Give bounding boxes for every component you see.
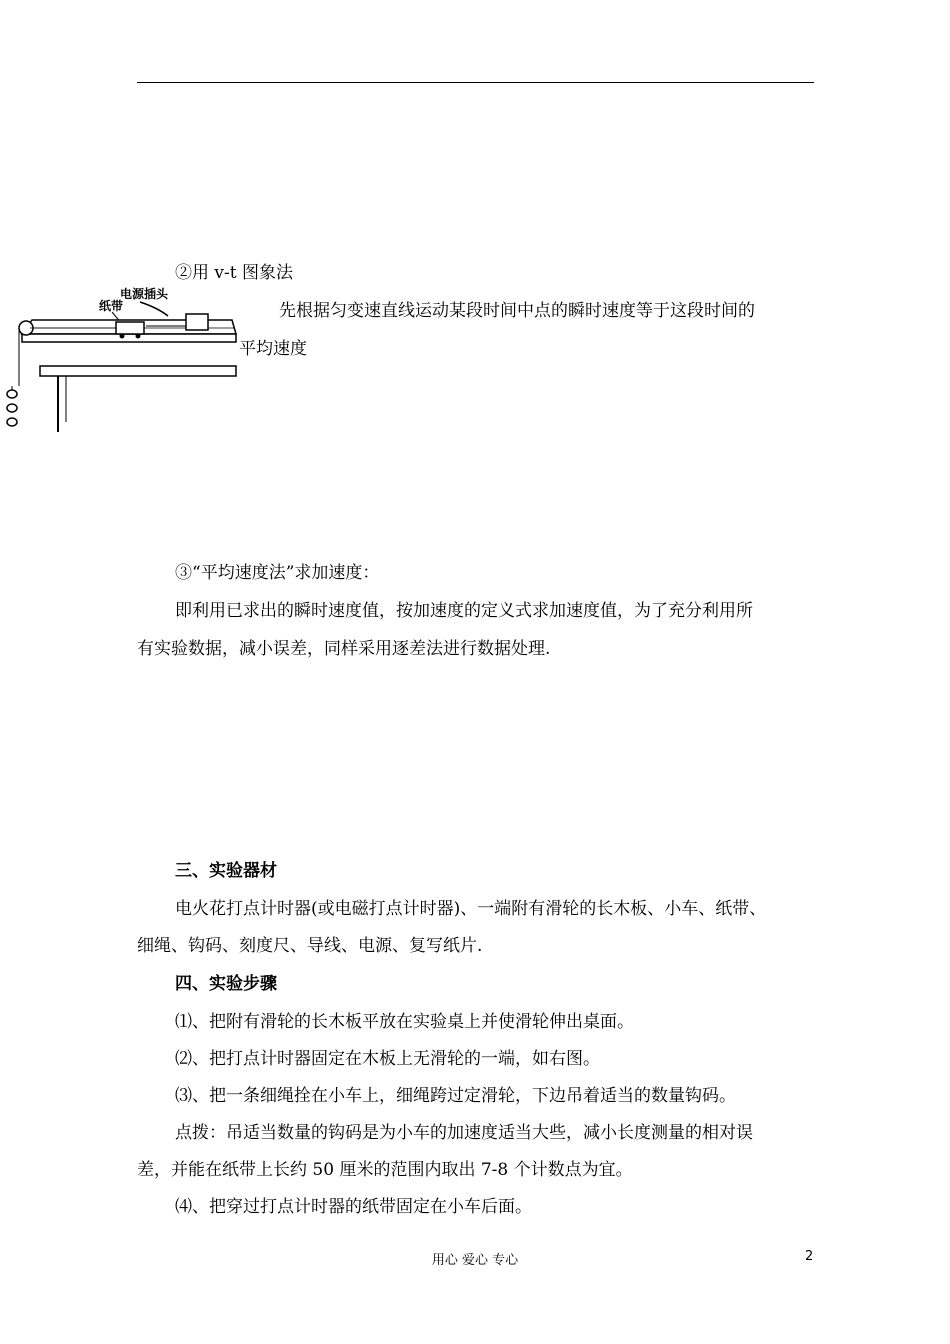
step-2: ⑵、把打点计时器固定在木板上无滑轮的一端，如右图。 <box>175 1049 600 1069</box>
page-number: 2 <box>805 1249 814 1264</box>
section3-line2: 细绳、钩码、刻度尺、导线、电源、复写纸片. <box>137 936 483 956</box>
experiment-apparatus-figure <box>0 282 240 442</box>
power-plug-label: 电源插头 <box>120 287 169 301</box>
paper-tape-label: 纸带 <box>99 299 124 313</box>
method2-line1: 先根据匀变速直线运动某段时间中点的瞬时速度等于这段时间的 <box>279 301 755 321</box>
header-rule <box>137 82 814 83</box>
footer-motto: 用心 爱心 专心 <box>431 1253 519 1268</box>
method3-title: ③“平均速度法”求加速度： <box>175 563 380 583</box>
section4-heading: 四、实验步骤 <box>175 974 277 994</box>
section3-heading: 三、实验器材 <box>175 861 277 881</box>
method3-line2: 有实验数据，减小误差，同样采用逐差法进行数据处理. <box>137 639 551 659</box>
step-4: ⑷、把穿过打点计时器的纸带固定在小车后面。 <box>175 1197 532 1217</box>
method3-line1: 即利用已求出的瞬时速度值，按加速度的定义式求加速度值，为了充分利用所 <box>175 601 753 621</box>
method2-line2: 平均速度 <box>239 339 307 359</box>
step-1: ⑴、把附有滑轮的长木板平放在实验桌上并使滑轮伸出桌面。 <box>175 1012 634 1032</box>
step-3: ⑶、把一条细绳拴在小车上，细绳跨过定滑轮，下边吊着适当的数量钩码。 <box>175 1086 736 1106</box>
tip-line1: 点拨：吊适当数量的钩码是为小车的加速度适当大些，减小长度测量的相对误 <box>175 1123 753 1143</box>
tip-line2: 差，并能在纸带上长约 50 厘米的范围内取出 7-8 个计数点为宜。 <box>137 1160 633 1180</box>
section3-line1: 电火花打点计时器(或电磁打点计时器)、一端附有滑轮的长木板、小车、纸带、 <box>175 899 767 919</box>
method2-title: ②用 v-t 图象法 <box>175 263 293 283</box>
